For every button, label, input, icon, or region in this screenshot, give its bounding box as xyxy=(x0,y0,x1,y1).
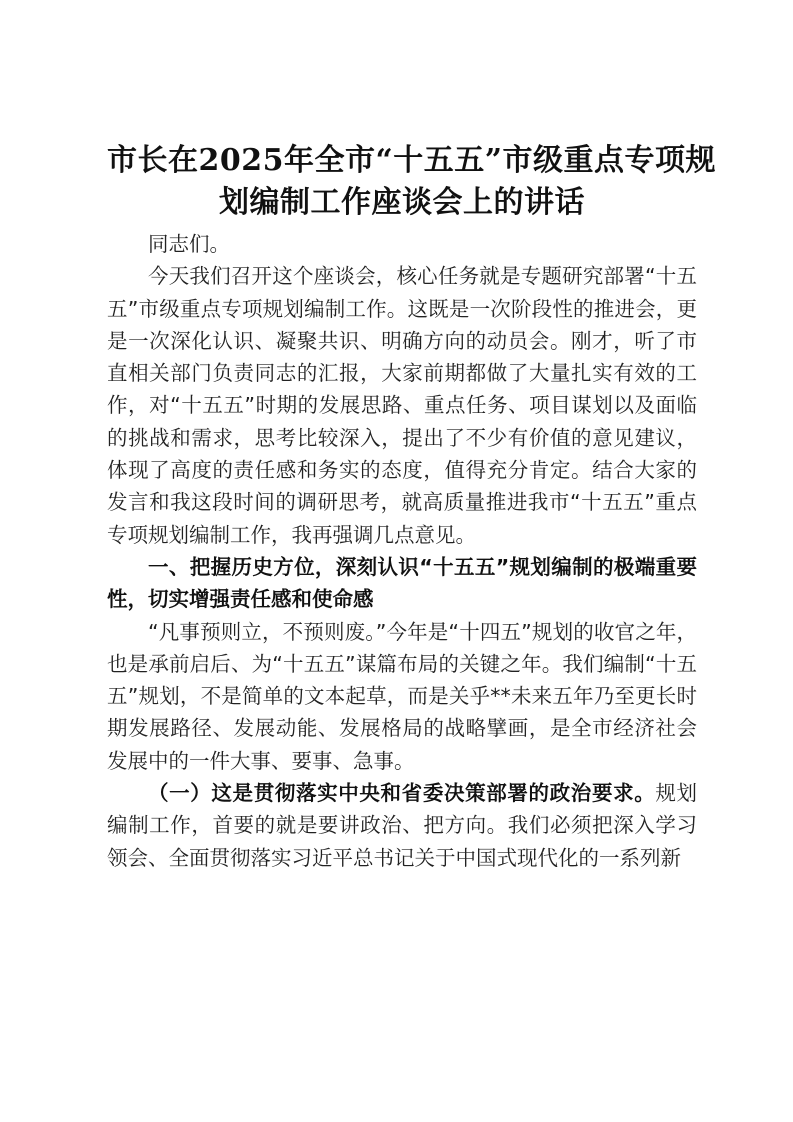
title-line-2: 划编制工作座谈会上的讲话 xyxy=(219,185,585,220)
salutation: 同志们。 xyxy=(148,232,230,256)
document-body xyxy=(107,228,697,874)
section-1-heading: 一、把握历史方位，深刻认识“十五五”规划编制的极端重要性，切实增强责任感和使命感 xyxy=(107,554,697,612)
document-page xyxy=(107,140,717,874)
document-title xyxy=(107,140,717,224)
subsection-1-text: 规划编制工作，首要的就是要讲政治、把方向。我们必须把深入学习领会、全面贯彻落实习近平总书记关于中国式现代化的一系列新 xyxy=(107,781,697,870)
subsection-1-heading: （一）这是贯彻落实中央和省委决策部署的政治要求。 xyxy=(148,781,656,806)
section-1-paragraph: “凡事预则立，不预则废。”今年是“十四五”规划的收官之年，也是承前启后、为“十五五”谋篇布局的关键之年。我们编制“十五五”规划，不是简单的文本起草，而是关乎**未来五年乃至更长时期发展路径、发展动能、发展格局的战略擘画，是全市经济社会发展中的一件大事、要事、急事。 xyxy=(107,619,697,773)
title-line-1: 市长在2025年全市“十五五”市级重点专项规 xyxy=(107,143,717,178)
intro-paragraph: 今天我们召开这个座谈会，核心任务就是专题研究部署“十五五”市级重点专项规划编制工作。这既是一次阶段性的推进会，更是一次深化认识、凝聚共识、明确方向的动员会。刚才，听了市直相关部门负责同志的汇报，大家前期都做了大量扎实有效的工作，对“十五五”时期的发展思路、重点任务、项目谋划以及面临的挑战和需求，思考比较深入，提出了不少有价值的意见建议，体现了高度的责任感和务实的态度，值得充分肯定。结合大家的发言和我这段时间的调研思考，就高质量推进我市“十五五”重点专项规划编制工作，我再强调几点意见。 xyxy=(107,264,697,547)
subsection-1-paragraph xyxy=(107,777,697,874)
